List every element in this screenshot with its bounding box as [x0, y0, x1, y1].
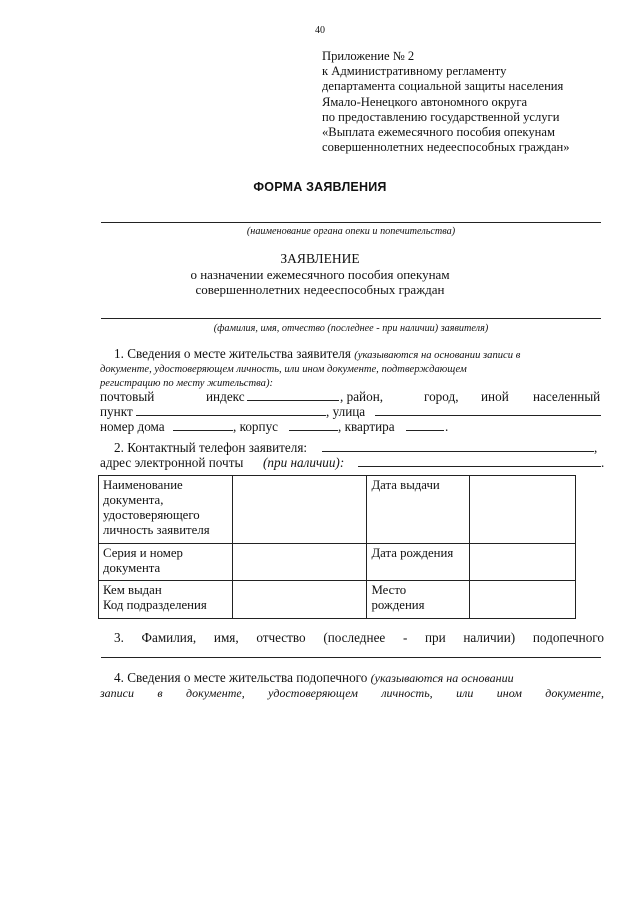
section4-word: ином	[496, 686, 522, 700]
section4-word: или	[456, 686, 474, 700]
birth-date-label: Дата рождения	[367, 544, 470, 581]
table-row	[99, 581, 576, 619]
address-word: иной	[481, 389, 509, 404]
section4-word: документе,	[186, 686, 245, 700]
statement-line: о назначении ежемесячного пособия опекунам	[190, 266, 450, 282]
section4-word: документе,	[545, 686, 604, 700]
series-input[interactable]	[232, 544, 367, 581]
email-note: (при наличии):	[263, 455, 345, 470]
doc-name-input[interactable]	[232, 476, 367, 544]
section3-word: подопечного	[532, 630, 604, 645]
apartment-label: , квартира	[338, 419, 395, 434]
statement-line: совершеннолетних недееспособных граждан	[195, 282, 445, 297]
ward-name-field[interactable]	[101, 657, 601, 658]
cell-line: удостоверяющего	[103, 508, 200, 522]
phone-line	[100, 440, 604, 456]
issue-date-label: Дата выдачи	[367, 476, 470, 544]
appendix-line: по предоставлению государственной услуги	[322, 109, 560, 124]
appendix-line: к Административному регламенту	[322, 64, 507, 79]
address-end: .	[445, 419, 449, 434]
appendix-block	[322, 49, 570, 155]
section3-word: наличии)	[463, 630, 516, 645]
series-label	[99, 544, 233, 581]
locality-line	[100, 404, 604, 420]
house-label: номер дома	[100, 419, 165, 434]
locality-label: пункт	[100, 404, 133, 419]
section1-lead: 1. Сведения о месте жительства заявителя	[114, 346, 351, 361]
birth-place-input[interactable]	[470, 581, 576, 619]
section4-word: личность,	[381, 686, 433, 700]
phone-end: ,	[594, 440, 598, 455]
phone-label: 2. Контактный телефон заявителя:	[114, 440, 308, 455]
appendix-line: Приложение № 2	[322, 49, 415, 63]
section4-lead: 4. Сведения о месте жительства подопечного	[114, 670, 368, 685]
statement-title: ЗАЯВЛЕНИЕ	[280, 251, 360, 266]
address-word: город,	[424, 389, 459, 404]
section3-word: -	[402, 630, 408, 645]
postal-word: индекс	[206, 389, 245, 404]
section4-word: записи	[100, 686, 135, 700]
cell-line: Серия и номер	[103, 546, 183, 560]
cell-line: Наименование	[103, 478, 183, 492]
issued-by-input[interactable]	[232, 581, 367, 619]
address-word: , район,	[340, 389, 384, 404]
address-word: населенный	[533, 389, 601, 404]
statement-heading	[0, 251, 640, 298]
authority-caption: (наименование органа опеки и попечительства)	[246, 226, 456, 237]
appendix-line: Ямало-Ненецкого автономного округа	[322, 94, 528, 109]
doc-name-label	[99, 476, 233, 544]
section1-note: (указываются на основании записи в	[354, 350, 521, 361]
issued-by-label	[99, 581, 233, 619]
email-end: .	[601, 455, 605, 470]
postal-word: почтовый	[100, 389, 155, 404]
identity-document-table	[98, 475, 576, 619]
appendix-line: «Выплата ежемесячного пособия опекунам	[322, 125, 555, 140]
postal-line	[100, 389, 604, 405]
section3-line	[100, 630, 604, 645]
table-row	[99, 476, 576, 544]
form-title: ФОРМА ЗАЯВЛЕНИЯ	[253, 180, 387, 194]
section4-word: в	[157, 686, 163, 700]
section3-word: 3.	[114, 630, 124, 645]
section3-word: при	[425, 630, 446, 645]
authority-field[interactable]	[101, 222, 601, 223]
section3-word: отчество	[256, 630, 306, 645]
cell-line: документа,	[103, 493, 164, 507]
section4-word: удостоверяющем	[268, 686, 358, 700]
section3-word: имя,	[213, 630, 239, 645]
email-label: адрес электронной почты	[100, 455, 244, 470]
section4-note: (указываются на основании	[370, 671, 514, 685]
birth-place-label	[367, 581, 470, 619]
appendix-line: совершеннолетних недееспособных граждан»	[322, 140, 570, 155]
cell-line: Код подразделения	[103, 598, 207, 612]
issue-date-input[interactable]	[470, 476, 576, 544]
section4-note-line	[100, 686, 604, 701]
applicant-caption: (фамилия, имя, отчество (последнее - при наличии) заявителя)	[213, 323, 489, 334]
section1-note-end: регистрацию по месту жительства):	[100, 378, 274, 389]
cell-line: личность заявителя	[103, 523, 210, 537]
appendix-line: департамента социальной защиты населения	[322, 79, 564, 94]
section3-word: Фамилия,	[141, 630, 197, 645]
cell-line: рождения	[371, 598, 425, 612]
building-label: , корпус	[233, 419, 279, 434]
cell-line: документа	[103, 561, 161, 575]
applicant-name-field[interactable]	[101, 318, 601, 319]
section4-lead-line	[100, 670, 604, 686]
section1-note-line	[100, 362, 604, 377]
cell-line: Кем выдан	[103, 583, 162, 597]
table-row	[99, 544, 576, 581]
email-line	[100, 455, 604, 471]
postal-index-field[interactable]	[247, 389, 339, 401]
section3-word: (последнее	[323, 630, 386, 645]
house-line	[100, 419, 604, 435]
section1-lead-line	[100, 346, 604, 363]
birth-date-input[interactable]	[470, 544, 576, 581]
cell-line: Место	[371, 583, 407, 597]
page-number: 40	[315, 25, 325, 36]
street-label: , улица	[326, 404, 366, 419]
section1-note: документе, удостоверяющем личность, или ином документе, подтверждающем	[100, 364, 467, 375]
